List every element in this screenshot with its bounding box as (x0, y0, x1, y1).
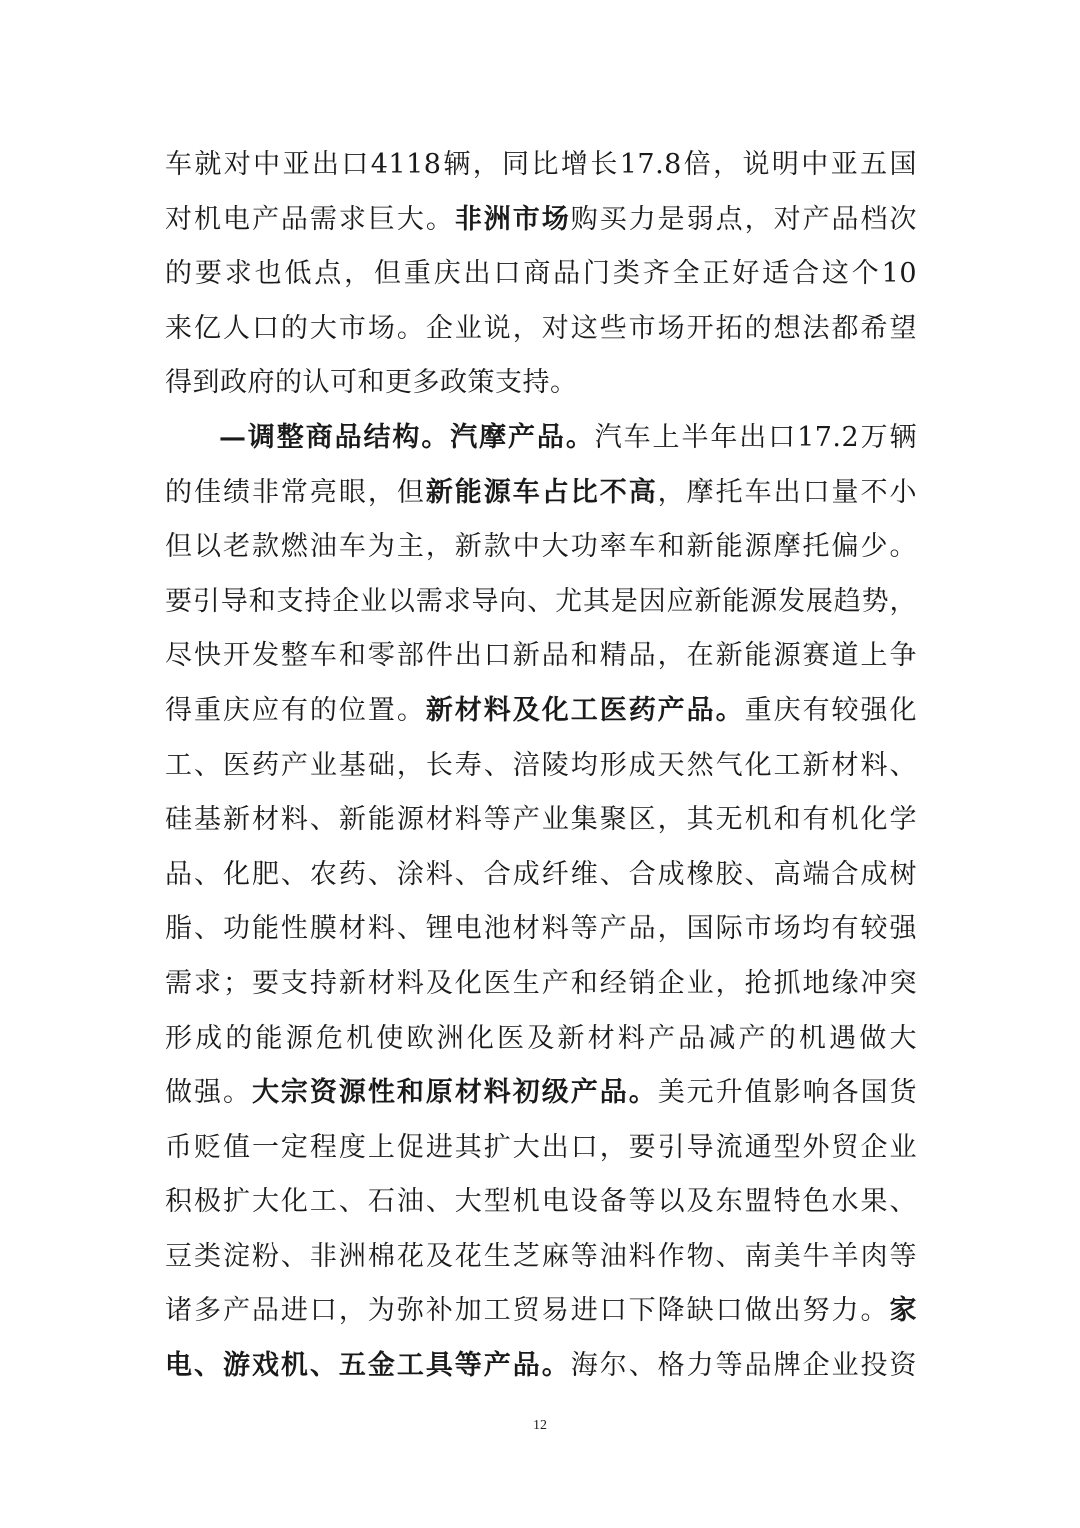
text-run: 但以老款燃油车为主，新款中大功率车和新能源摩托偏少。 (165, 531, 917, 563)
text-run: 尽快开发整车和零部件出口新品和精品，在新能源赛道上争 (165, 640, 917, 672)
bold-keyword: 新材料及化工医药产品。 (425, 694, 745, 726)
text-run: 硅基新材料、新能源材料等产业集聚区，其无机和有机化学 (165, 804, 917, 836)
text-line (165, 138, 917, 193)
text-line (165, 793, 917, 848)
text-run: 积极扩大化工、石油、大型机电设备等以及东盟特色水果、 (165, 1186, 917, 1218)
bold-keyword: 新能源车占比不高 (425, 476, 658, 508)
text-run: 币贬值一定程度上促进其扩大出口，要引导流通型外贸企业 (165, 1131, 917, 1163)
text-line (165, 193, 917, 248)
text-run: 海尔、格力等品牌企业投资 (570, 1350, 918, 1382)
text-line (165, 1012, 917, 1067)
text-run: 重庆有较强化 (744, 694, 918, 726)
text-line (165, 520, 917, 575)
text-line (165, 1339, 917, 1394)
text-run: 要引导和支持企业以需求导向、尤其是因应新能源发展趋势， (165, 585, 917, 617)
text-line (165, 247, 917, 302)
text-line (165, 739, 917, 794)
text-run: 工、医药产业基础，长寿、涪陵均形成天然气化工新材料、 (165, 749, 917, 781)
text-run: 对机电产品需求巨大。 (165, 203, 455, 235)
text-run: 脂、功能性膜材料、锂电池材料等产品，国际市场均有较强 (165, 913, 917, 945)
text-line (165, 1230, 917, 1285)
text-run: 汽车上半年出口17.2万辆 (594, 421, 917, 453)
text-run: ，摩托车出口量不小 (657, 476, 918, 508)
text-line (165, 466, 917, 521)
text-line (165, 957, 917, 1012)
bold-keyword: 电、游戏机、五金工具等产品。 (165, 1350, 571, 1382)
text-line (165, 575, 917, 630)
text-line (165, 1175, 917, 1230)
text-run: 诸多产品进口，为弥补加工贸易进口下降缺口做出努力。 (165, 1295, 890, 1327)
text-run: 需求；要支持新材料及化医生产和经销企业，抢抓地缘冲突 (165, 967, 917, 999)
section-heading: —调整商品结构。汽摩产品。 (219, 421, 595, 453)
text-run: 车就对中亚出口4118辆，同比增长17.8倍，说明中亚五国 (165, 149, 917, 180)
text-run: 得到政府的认可和更多政策支持。 (165, 367, 578, 399)
text-run: 的佳绩非常亮眼，但 (165, 476, 426, 508)
document-body (165, 138, 917, 1394)
text-line (165, 1284, 917, 1339)
text-run: 得重庆应有的位置。 (165, 694, 426, 726)
text-run: 形成的能源危机使欧洲化医及新材料产品减产的机遇做大 (165, 1022, 917, 1054)
text-run: 来亿人口的大市场。企业说，对这些市场开拓的想法都希望 (165, 312, 917, 344)
page-number: 12 (533, 1418, 547, 1433)
text-run: 做强。 (165, 1077, 252, 1109)
text-run: 的要求也低点，但重庆出口商品门类齐全正好适合这个10 (165, 258, 917, 290)
bold-keyword: 非洲市场 (454, 203, 571, 235)
text-run: 豆类淀粉、非洲棉花及花生芝麻等油料作物、南美牛羊肉等 (165, 1240, 917, 1272)
text-line (165, 902, 917, 957)
text-line (165, 1121, 917, 1176)
text-line (165, 1066, 917, 1121)
text-line (165, 302, 917, 357)
paragraph-start-line (165, 411, 917, 466)
text-line (165, 629, 917, 684)
text-run: 品、化肥、农药、涂料、合成纤维、合成橡胶、高端合成树 (165, 858, 917, 890)
text-line (165, 684, 917, 739)
bold-keyword: 大宗资源性和原材料初级产品。 (251, 1077, 658, 1109)
bold-keyword: 家 (889, 1295, 917, 1327)
text-run: 美元升值影响各国货 (657, 1077, 918, 1109)
text-run: 购买力是弱点，对产品档次 (570, 203, 918, 235)
text-line (165, 848, 917, 903)
text-line (165, 356, 917, 411)
